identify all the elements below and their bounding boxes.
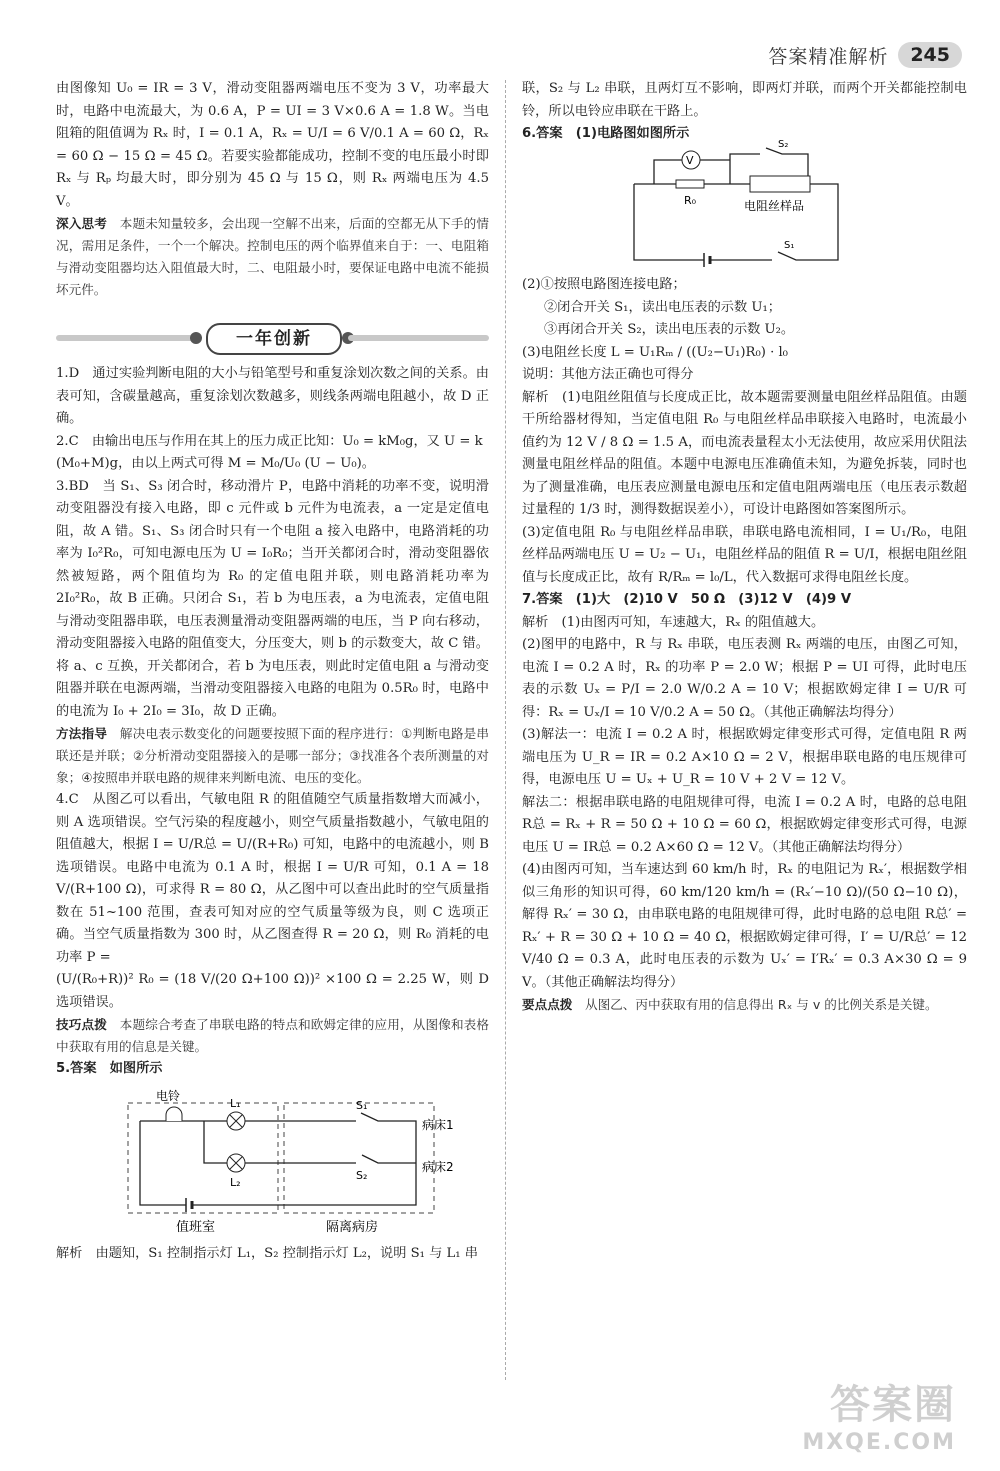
question-2-line2: (M₀+M)g，由以上两式可得 M = M₀/U₀ (U − U₀)。 xyxy=(56,456,375,471)
q6-step2b: ②闭合开关 S₁，读出电压表的示数 U₁； xyxy=(544,299,781,315)
r0-resistor xyxy=(676,180,704,188)
question-2-line1: 2.C 由输出电压与作用在其上的压力成正比知：U₀ = kM₀g，又 U = k xyxy=(56,433,483,449)
intro-paragraph: 由图像知 U₀ = IR = 3 V，滑动变阻器两端电压不变为 3 V，功率最大时，电路中电流最大，为 0.6 A，P = UI = 3 V×0.6 A = 1.8 W。当电阻箱的阻值调为 Rₓ 时，I = 0.1 A，Rₓ = U/I = 6 V/0.1 A = 60 Ω，Rₓ = 60 Ω − 15 Ω = 45 Ω。若要实验都能成功，控制不变的电压最小时即 Rₓ 与 Rₚ 均最大时，即分别为 45 Ω 与 15 Ω，则 Rₓ 两端电压为 4.5 V。 xyxy=(56,81,489,209)
s2-label: S₂ xyxy=(356,1168,368,1182)
skill-tag: 技巧点拨 xyxy=(56,1017,107,1032)
bed1-label: 病床1 xyxy=(422,1117,454,1132)
deep-think-tag: 深入思考 xyxy=(56,216,107,231)
question-3: 3.BD 当 S₁、S₃ 闭合时，移动滑片 P，电路中消耗的功率不变，说明滑动变阻器没有接入电路，即 c 元件或 b 元件为电流表，a 一定是定值电阻，故 A 错。S₁、S₃ 闭合时只有一个电阻 a 接入电路中，电路消耗的功率为 I₀²R₀，可知电源电压为 U = I₀R₀；当开关都闭合时，滑动变阻器依然被短路，两个阻值均为 R₀ 的定值电阻并联，则电路消耗功率为 2I₀²R₀，故 B 正确。只闭合 S₁，若 b 为电压表，a 为电流表，定值电阻与滑动变阻器串联，电压表测量滑动变阻器两端的电压，当 P 向右移动，滑动变阻器接入电路的阻值变大，分压变大，则 b 的示数变大，故 C 错。将 a、c 互换，开关都闭合，若 b 为电压表，则此时定值电阻 a 与滑动变阻器并联在电源两端，当滑动变阻器接入电路的电阻为 0.5R₀ 时，电路中的电流为 I₀ + 2I₀ = 3I₀，故 D 正确。 xyxy=(56,478,489,719)
q6-circuit-diagram xyxy=(632,138,852,266)
q6-step2c: ③再闭合开关 S₂，读出电压表的示数 U₂。 xyxy=(544,322,795,337)
deep-think-text: 本题未知量较多，会出现一空解不出来，后面的空都无从下手的情况，需用足条件，一个一个解决。控制电压的两个临界值来自于：一、电阻箱与滑动变阻器均达入阻值最大时，二、电阻最小时，要保证电路中电流不能损坏元件。 xyxy=(56,216,490,297)
section-banner xyxy=(56,325,489,351)
question-4-formula: (U/(R₀+R))² R₀ = (18 V/(20 Ω+100 Ω))² ×100 Ω = 2.25 W，则 D 选项错误。 xyxy=(56,972,489,1010)
q6-wires xyxy=(634,148,838,260)
bed2-label: 病床2 xyxy=(422,1159,454,1174)
watermark-line2: MXQE.COM xyxy=(802,1430,956,1455)
skill-note xyxy=(56,1014,489,1058)
page-header xyxy=(768,40,962,70)
q6-step3: (3)电阻丝长度 L = U₁Rₘ / ((U₂−U₁)R₀) · l₀ xyxy=(522,344,788,360)
ward-label: 隔离病房 xyxy=(326,1219,379,1235)
duty-room-label: 值班室 xyxy=(176,1219,216,1235)
method-text: 解决电表示数变化的问题要按照下面的程序进行：①判断电路是串联还是并联；②分析滑动变阻器接入的是哪一部分；③找准各个表所测量的对象；④按照串并联电路的规律来判断电流、电压的变化。 xyxy=(56,726,490,785)
key-tag: 要点点拨 xyxy=(522,997,573,1012)
left-column xyxy=(56,78,489,1266)
bell-icon xyxy=(166,1107,182,1121)
q5-circuit-diagram xyxy=(126,1085,486,1235)
question-7-answer: 7.答案 (1)大 (2)10 V 50 Ω (3)12 V (4)9 V xyxy=(522,592,852,607)
question-5-answer: 5.答案 如图所示 xyxy=(56,1061,163,1076)
sample-label: 电阻丝样品 xyxy=(744,198,805,213)
question-4: 4.C 从图乙可以看出，气敏电阻 R 的阻值随空气质量指数增大而减小，则 A 选项错误。空气污染的程度越小，则空气质量指数越小，气敏电阻的阻值越大，根据 I = U/R总 = U/(R+R₀) 可知，电路中的电流越小，则 B 选项错误。电路中电流为 0.1 A 时，根据 I = U/R 可知，0.1 A = 18 V/(R+100 Ω)，可求得 R = 80 Ω，从乙图中可以查出此时的空气质量指数在 51~100 范围，查表可知对应的空气质量等级为良，则 C 选项正确。当空气质量指数为 300 时，从乙图查得 R = 20 Ω，则 R₀ 消耗的电功率 P = xyxy=(56,792,489,965)
column-divider xyxy=(505,80,506,1380)
s1-label: S₁ xyxy=(356,1098,368,1112)
q6-step2a: (2)①按照电路图连接电路； xyxy=(522,277,686,292)
key-note xyxy=(522,994,967,1016)
method-note xyxy=(56,723,489,789)
duty-room-box xyxy=(128,1103,278,1213)
s1-label-q6: S₁ xyxy=(784,239,795,251)
banner-title: 一年创新 xyxy=(206,323,342,355)
question-1: 1.D 通过实验判断电阻的大小与铅笔型号和重复涂划次数之间的关系。由表可知，含碳量越高，重复涂划次数越多，则线条两端电阻越小，故 D 正确。 xyxy=(56,366,489,426)
q6-analysis: 解析 (1)电阻丝阻值与长度成正比，故本题需要测量电阻丝样品阻值。由题干所给器材得知，当定值电阻 R₀ 与电阻丝样品串联接入电路时，电流最小值约为 12 V / 8 Ω = 1.5 A，而电流表量程太小无法使用，故应采用伏阻法测量电阻丝样品的阻值。本题中电源电压准确值未知，为避免拆装，同时也为了测量准确，电压表应测量电源电压和定值电阻两端电压（电压表示数超过量程的 1/3 时，测得数据误差小），可设计电路图如答案图所示。 xyxy=(522,389,967,517)
bell-label: 电铃 xyxy=(156,1088,181,1103)
question-5-analysis: 解析 由题知，S₁ 控制指示灯 L₁，S₂ 控制指示灯 L₂，说明 S₁ 与 L₁ 串 xyxy=(56,1246,478,1261)
sample-resistor xyxy=(750,176,810,192)
method-tag: 方法指导 xyxy=(56,726,108,741)
q7-analysis-2: (2)图甲的电路中，R 与 Rₓ 串联，电压表测 Rₓ 两端的电压，由图乙可知，电流 I = 0.2 A 时，Rₓ 的功率 P = 2.0 W；根据 P = UI 可得，此时电压表的示数 Uₓ = P/I = 2.0 W/0.2 A = 10 V；根据欧姆定律 I = U/R 可得：Rₓ = Uₓ/I = 10 V/0.2 A = 50 Ω。（其他正确解法均得分） xyxy=(522,637,967,720)
right-column xyxy=(522,78,967,1016)
ward-box xyxy=(284,1103,434,1213)
q7-analysis-3: (3)解法一：电流 I = 0.2 A 时，根据欧姆定律变形式可得，定值电阻 R 两端电压为 U_R = IR = 0.2 A×10 Ω = 2 V，根据串联电路的电压规律可得，电源电压 U = Uₓ + U_R = 10 V + 2 V = 12 V。 xyxy=(522,727,967,787)
banner-dot-left xyxy=(190,332,202,344)
watermark xyxy=(802,1373,956,1455)
page-number: 245 xyxy=(898,42,962,68)
q6-analysis-3: (3)定值电阻 R₀ 与电阻丝样品串联，串联电路电流相同，I = U₁/R₀，电阻丝样品两端电压 U = U₂ − U₁，电阻丝样品的阻值 R = U/I，根据电阻丝阻值与长度成正比，故有 R/Rₘ = l₀/L，代入数据可求得电阻丝长度。 xyxy=(522,524,967,585)
q7-analysis-3b: 解法二：根据串联电路的电阻规律可得，电流 I = 0.2 A 时，电路的总电阻 R总 = Rₓ + R = 50 Ω + 10 Ω = 60 Ω，根据欧姆定律变形式可得，电源电压 U = IR总 = 0.2 A×60 Ω = 12 V。（其他正确解法均得分） xyxy=(522,794,967,855)
key-text: 从图乙、丙中获取有用的信息得出 Rₓ 与 v 的比例关系是关键。 xyxy=(584,997,938,1012)
q7-analysis-4: (4)由图丙可知，当车速达到 60 km/h 时，Rₓ 的电阻记为 Rₓ′，根据数学相似三角形的知识可得，60 km/120 km/h = (Rₓ′−10 Ω)/(50 Ω−10 Ω)，解得 Rₓ′ = 30 Ω，由串联电路的电阻规律可得，此时电路的总电阻 R总′ = Rₓ′ + R = 30 Ω + 10 Ω = 40 Ω，根据欧姆定律可得，I′ = U/R总′ = 12 V/40 Ω = 0.3 A，此时电压表的示数为 Uₓ′ = I′Rₓ′ = 0.3 A×30 Ω = 9 V。（其他正确解法均得分） xyxy=(522,862,967,990)
question-6-answer: 6.答案 (1)电路图如图所示 xyxy=(522,126,690,141)
banner-bar-right xyxy=(348,335,489,341)
q6-note: 说明：其他方法正确也可得分 xyxy=(522,367,694,382)
header-title: 答案精准解析 xyxy=(768,45,889,68)
r0-label: R₀ xyxy=(684,193,697,207)
watermark-line1: 答案圈 xyxy=(830,1382,956,1428)
question-5-continued: 联，S₂ 与 L₂ 串联，且两灯互不影响，即两灯并联，而两个开关都能控制电铃，所以电铃应串联在干路上。 xyxy=(522,81,967,119)
banner-bar-left xyxy=(56,335,196,341)
skill-text: 本题综合考查了串联电路的特点和欧姆定律的应用，从图像和表格中获取有用的信息是关键。 xyxy=(56,1017,490,1054)
voltmeter-label: V xyxy=(686,153,694,167)
l2-label: L₂ xyxy=(230,1175,241,1189)
s2-label-q6: S₂ xyxy=(778,138,789,150)
q7-analysis-1: 解析 (1)由图丙可知，车速越大，Rₓ 的阻值越大。 xyxy=(522,614,825,630)
l1-label: L₁ xyxy=(230,1096,241,1110)
deep-think-note xyxy=(56,213,489,301)
